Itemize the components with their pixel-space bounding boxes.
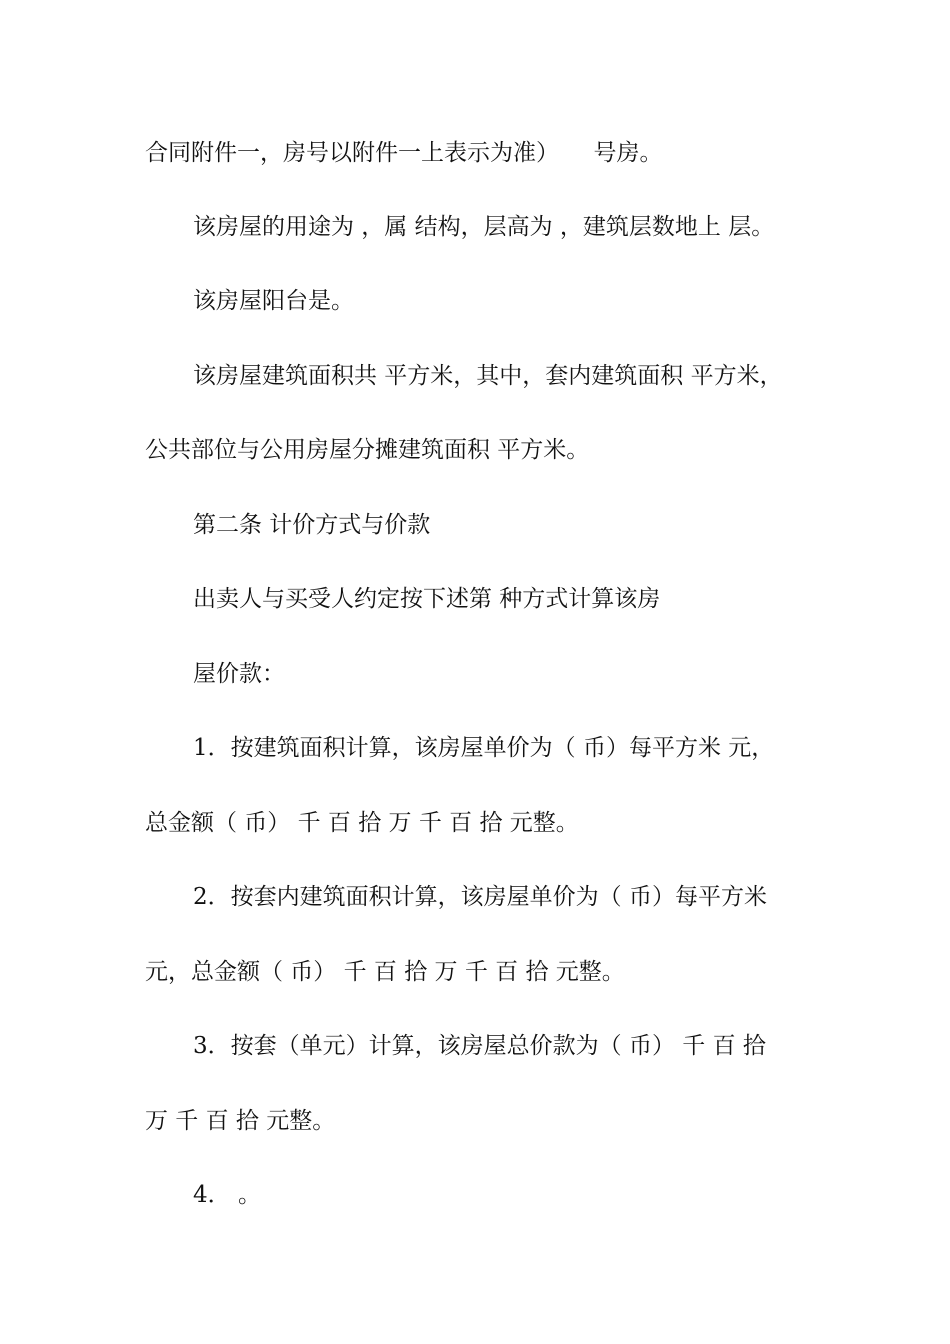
- text-line-13: 3．按套（单元）计算，该房屋总价款为（ 币） 千 百 拾: [193, 1033, 766, 1059]
- text-line-2: 该房屋的用途为 ，属 结构，层高为 ，建筑层数地上 层。: [193, 214, 775, 240]
- text-line-10: 总金额（ 币） 千 百 拾 万 千 百 拾 元整。: [145, 810, 579, 836]
- section-heading: 第二条 计价方式与价款: [193, 512, 431, 538]
- text-line-4: 该房屋建筑面积共 平方米，其中，套内建筑面积 平方米，: [193, 363, 783, 389]
- text-line-8: 屋价款：: [193, 661, 285, 687]
- text-line-15: 4． 。: [193, 1182, 261, 1208]
- text-line-3: 该房屋阳台是。: [193, 288, 354, 314]
- text-line-1: 合同附件一，房号以附件一上表示为准） 号房。: [145, 140, 663, 166]
- text-line-5: 公共部位与公用房屋分摊建筑面积 平方米。: [145, 437, 590, 463]
- text-line-11: 2．按套内建筑面积计算，该房屋单价为（ 币）每平方米: [193, 884, 767, 910]
- text-line-7: 出卖人与买受人约定按下述第 种方式计算该房: [193, 586, 661, 612]
- text-line-14: 万 千 百 拾 元整。: [145, 1108, 336, 1134]
- text-line-12: 元，总金额（ 币） 千 百 拾 万 千 百 拾 元整。: [145, 959, 625, 985]
- text-line-9: 1．按建筑面积计算，该房屋单价为（ 币）每平方米 元，: [193, 735, 775, 761]
